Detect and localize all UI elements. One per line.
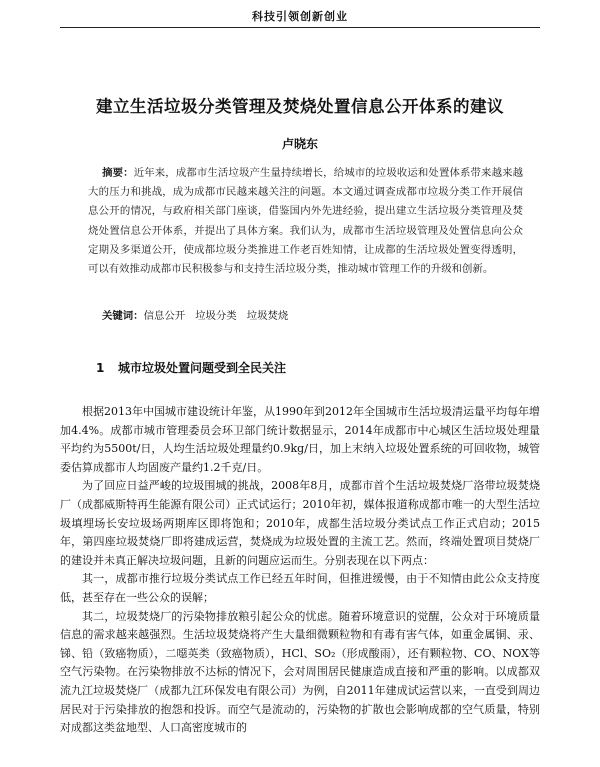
- body-paragraph: 根据2013年中国城市建设统计年鉴，从1990年到2012年全国城市生活垃圾清运量平均每年增加4.4%。成都市城市管理委员会环卫部门统计数据显示，2014年成都市中心城区生活垃圾处理量平均约为5500t/日，人均生活垃圾处理量约0.9kg/日，加上末纳入垃圾处置系统的可回收物，城管委估算成都市人均固废产量约1.2千克/日。: [60, 405, 540, 474]
- author-name: 卢晓东: [281, 137, 318, 151]
- section-title: 城市垃圾处置问题受到全民关注: [118, 361, 287, 375]
- abstract: [88, 164, 523, 279]
- header-rule: [60, 27, 540, 28]
- running-head: 科技引领创新创业: [252, 10, 348, 23]
- body-paragraph: 其一，成都市推行垃圾分类试点工作已经五年时间，但推进缓慢，由于不知情由此公众支持度低，甚至存在一些公众的误解；: [60, 572, 540, 604]
- body-paragraph: 为了回应日益严峻的垃圾围城的挑战，2008年8月，成都市首个生活垃圾焚烧厂洛带垃圾焚烧厂（成都威斯特再生能源有限公司）正式试运行；2010年初，媒体报道称成都市唯一的大型生活垃圾填埋场长安垃圾场两期库区即将饱和；2010年，成都生活垃圾分类试点工作正式启动；2015年，第四座垃圾焚烧厂即将建成运营，焚烧成为垃圾处置的主流工艺。然而，终端处置项目焚烧厂的建设并未真正解决垃圾问题，且新的问题应运而生。分别表现在以下两点：: [60, 479, 540, 567]
- keyword-item: 信息公开: [143, 310, 186, 322]
- body-text: [60, 403, 540, 738]
- keyword-item: 垃圾分类: [195, 310, 237, 322]
- keywords: [88, 307, 523, 326]
- section-number: 1: [96, 361, 105, 375]
- abstract-label: 摘要：: [102, 167, 134, 179]
- body-paragraph: 其二，垃圾焚烧厂的污染物排放粮引起公众的忧虑。随着环境意识的觉醒，公众对于环境质量信息的需求越来越强烈。生活垃圾焚烧将产生大量细微颗粒物和有毒有害气体，如重金属铜、汞、锑、铅（致癌物质），二噁英类（致癌物质），HCl、SO₂（形成酸雨），还有颗粒物、CO、NOX等空气污染物。在污染物排放不达标的情况下，会对周围居民健康造成直接和严重的影响。以成都双流九江垃圾焚烧厂（成都九江环保发电有限公司）为例，自2011年建成试运营以来，一直受到周边居民对于污染排放的抱怨和投诉。而空气是流动的，污染物的扩散也会影响成都的空气质量，特别对成都这类盆地型、人口高密度城市的: [60, 609, 540, 735]
- abstract-text: 近年来，成都市生活垃圾产生量持续增长，给城市的垃圾收运和处置体系带来越来越大的压力和挑战，成为成都市民越来越关注的问题。本文通过调查成都市垃圾分类工作开展信息公开的情况，与政府相关部门座谈，借鉴国内外先进经验，提出建立生活垃圾分类管理及焚烧处置信息公开体系，并提出了具体方案。我们认为，成都市生活垃圾管理及处置信息向公众定期及多渠道公开，使成都垃圾分类推进工作老百姓知情，让成都的生活垃圾处置变得透明，可以有效推动成都市民积极参与和支持生活垃圾分类，推动城市管理工作的升级和创新。: [88, 167, 524, 276]
- keywords-label: 关键词：: [102, 310, 144, 322]
- section-heading: [96, 359, 286, 376]
- article-title: 建立生活垃圾分类管理及焚烧处置信息公开体系的建议: [96, 97, 504, 116]
- keyword-item: 垃圾焚烧: [246, 310, 289, 322]
